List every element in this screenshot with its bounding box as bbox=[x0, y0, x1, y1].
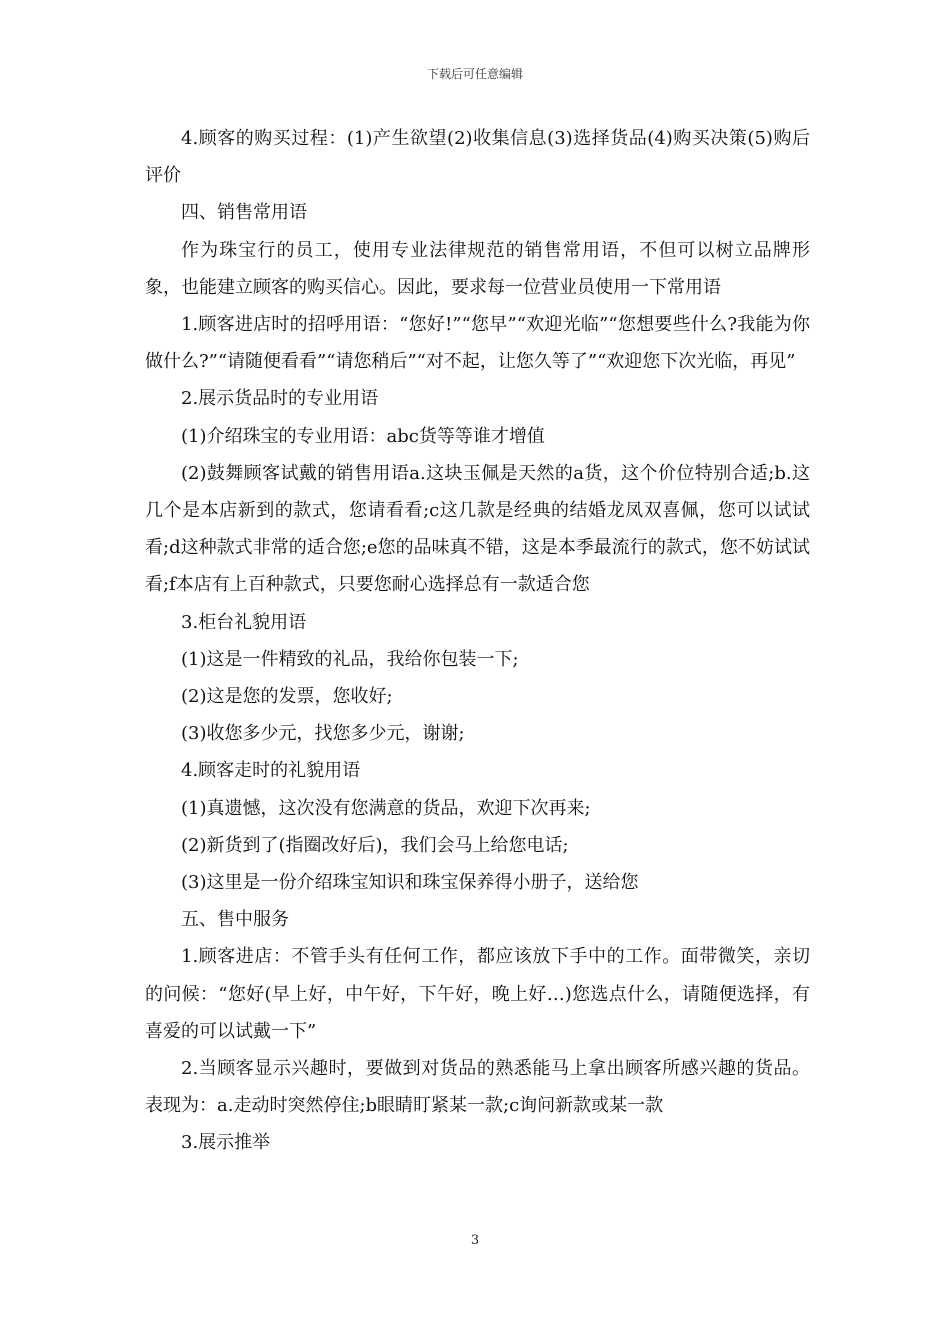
page-header: 下载后可任意编辑 bbox=[426, 67, 523, 81]
list-item-counter-1: (1)这是一件精致的礼品，我给你包装一下; bbox=[181, 648, 519, 670]
list-item-farewell-3: (3)这里是一份介绍珠宝知识和珠宝保养得小册子，送给您 bbox=[181, 872, 639, 894]
section-heading-sales-phrases: 四、销售常用语 bbox=[181, 202, 307, 224]
document-body bbox=[145, 120, 810, 1162]
list-item-counter-3: (3)收您多少元，找您多少元，谢谢; bbox=[181, 723, 465, 745]
paragraph-professional-terms: (1)介绍珠宝的专业用语：abc货等等谁才增值 bbox=[181, 425, 545, 447]
list-item-farewell-2: (2)新货到了(指圈改好后)，我们会马上给您电话; bbox=[181, 834, 569, 856]
subheading-farewell-phrases: 4.顾客走时的礼貌用语 bbox=[181, 760, 361, 782]
paragraph-customer-interest: 2.当顾客显示兴趣时，要做到对货品的熟悉能马上拿出顾客所感兴趣的货品。表现为：a.走动时突然停住;b眼睛盯紧某一款;c询问新款或某一款 bbox=[145, 1058, 810, 1117]
page-number: 3 bbox=[470, 1233, 480, 1248]
subheading-display-recommend: 3.展示推举 bbox=[181, 1132, 271, 1154]
subheading-counter-courtesy: 3.柜台礼貌用语 bbox=[181, 611, 307, 633]
paragraph-purchase-process: 4.顾客的购买过程：(1)产生欲望(2)收集信息(3)选择货品(4)购买决策(5)购后评价 bbox=[145, 128, 810, 187]
list-item-farewell-1: (1)真遗憾，这次没有您满意的货品，欢迎下次再来; bbox=[181, 797, 591, 819]
paragraph-try-on-phrases: (2)鼓舞顾客试戴的销售用语a.这块玉佩是天然的a货，这个价位特别合适;b.这几个是本店新到的款式，您请看看;c这几款是经典的结婚龙凤双喜佩，您可以试试看;d这种款式非常的适合您;e您的品味真不错，这是本季最流行的款式，您不妨试试看;f本店有上百种款式，只要您耐心选择总有一款适合您 bbox=[145, 462, 810, 596]
list-item-counter-2: (2)这是您的发票，您收好; bbox=[181, 686, 393, 708]
subheading-display-phrases: 2.展示货品时的专业用语 bbox=[181, 388, 379, 410]
paragraph-sales-phrases-intro: 作为珠宝行的员工，使用专业法律规范的销售常用语，不但可以树立品牌形象，也能建立顾客的购买信心。因此，要求每一位营业员使用一下常用语 bbox=[145, 239, 810, 298]
paragraph-customer-enters: 1.顾客进店：不管手头有任何工作，都应该放下手中的工作。面带微笑，亲切的问候：“您好(早上好，中午好，下午好，晚上好…)您选点什么，请随便选择，有喜爱的可以试戴一下” bbox=[145, 946, 810, 1042]
section-heading-in-sale-service: 五、售中服务 bbox=[181, 909, 289, 931]
paragraph-greeting-phrases: 1.顾客进店时的招呼用语：“您好!”“您早”“欢迎光临”“您想要些什么?我能为你做什么?”“请随便看看”“请您稍后”“对不起，让您久等了”“欢迎您下次光临，再见” bbox=[145, 314, 810, 373]
